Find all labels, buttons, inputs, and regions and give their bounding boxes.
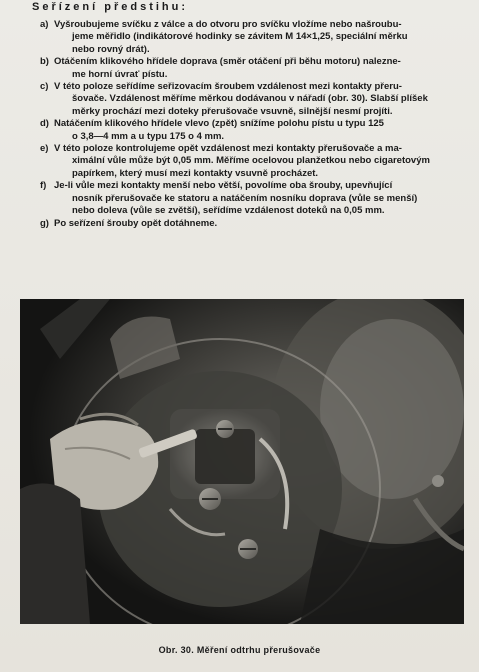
step-line: Po seřízení šrouby opět dotáhneme. xyxy=(54,217,218,229)
step-a xyxy=(40,19,475,56)
step-line: Otáčením klikového hřídele doprava (směr otáčení při běhu motoru) nalezne- xyxy=(54,56,401,68)
step-line: nebo rovný drát). xyxy=(72,43,150,55)
step-line: šovače. Vzdálenost měříme měrkou dodávanou v nářadí (obr. 30). Slabší plíšek xyxy=(72,93,428,105)
step-label: f) xyxy=(40,180,47,192)
step-f xyxy=(40,180,475,217)
section-heading: Seřízení předstihu: xyxy=(32,1,189,13)
step-text xyxy=(54,81,475,118)
step-text xyxy=(54,143,475,180)
step-c xyxy=(40,81,475,118)
step-line: V této poloze kontrolujeme opět vzdálenost mezi kontakty přerušovače a ma- xyxy=(54,143,402,155)
step-line: Vyšroubujeme svíčku z válce a do otvoru pro svíčku vložíme nebo našroubu- xyxy=(54,19,402,30)
step-text xyxy=(54,56,475,81)
step-line: Natáčením klikového hřídele vlevo (zpět) snížíme polohu pístu u typu 125 xyxy=(54,118,384,130)
step-text xyxy=(54,180,475,217)
step-line: me horní úvrať pístu. xyxy=(72,68,168,80)
step-g xyxy=(40,218,475,230)
step-label: g) xyxy=(40,217,49,229)
step-text xyxy=(54,19,475,56)
step-text xyxy=(54,118,475,143)
step-line: nebo doleva (vůle se zvětší), seřídíme vzdálenost doteků na 0,05 mm. xyxy=(72,205,385,217)
step-b xyxy=(40,56,475,81)
step-line: jeme měřidlo (indikátorové hodinky se závitem M 14×1,25, speciální měrku xyxy=(72,31,408,43)
step-line: papírkem, který musí mezi kontakty vsuvně procházet. xyxy=(72,167,319,179)
step-line: ximální vůle může být 0,05 mm. Měříme ocelovou planžetkou nebo cigaretovým xyxy=(72,155,430,167)
step-line: nosník přerušovače ke statoru a natáčením nosníku doprava (vůle se menší) xyxy=(72,192,418,204)
step-e xyxy=(40,143,475,180)
instruction-list xyxy=(40,19,475,230)
step-line: měrky prochází mezi doteky přerušovače vsuvně, silnější nesmí projíti. xyxy=(72,105,393,117)
step-label: a) xyxy=(40,19,49,30)
step-label: c) xyxy=(40,81,49,93)
step-label: d) xyxy=(40,118,49,130)
figure-caption: Obr. 30. Měření odtrhu přerušovače xyxy=(158,645,321,655)
step-text xyxy=(54,218,475,230)
breaker-photo xyxy=(20,299,464,624)
step-label: b) xyxy=(40,56,49,68)
breaker-photo-illustration xyxy=(20,299,464,624)
step-line: Je-li vůle mezi kontakty menší nebo větší, povolíme oba šrouby, upevňující xyxy=(54,180,393,192)
step-line: V této poloze seřídíme seřizovacím šroubem vzdálenost mezi kontakty přeru- xyxy=(54,81,402,93)
step-label: e) xyxy=(40,143,49,155)
step-d xyxy=(40,118,475,143)
step-line: o 3,8—4 mm a u typu 175 o 4 mm. xyxy=(72,130,225,142)
